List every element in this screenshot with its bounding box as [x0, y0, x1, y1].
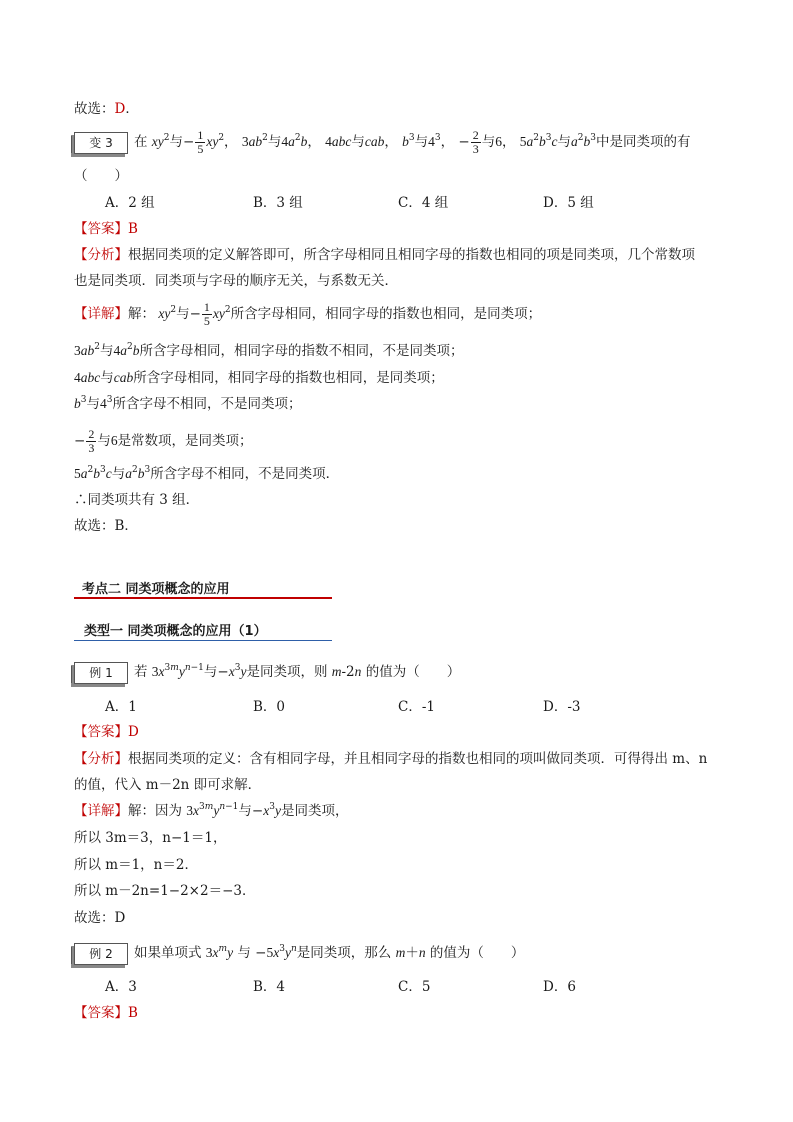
- detail-label: 【详解】: [74, 306, 128, 322]
- example-1-analysis-2: 的值，代入 m－2n 即可求解．: [74, 777, 262, 793]
- example-1-option-d[interactable]: D．-3: [543, 699, 581, 715]
- answer-value: B: [128, 1005, 138, 1021]
- answer-label: 【答案】: [74, 1005, 128, 1021]
- analysis-label: 【分析】: [74, 751, 128, 767]
- fraction-one-fifth-detail: $\frac{1}{5}$: [203, 300, 210, 328]
- section-subtitle-underline: [74, 640, 332, 641]
- stem-with: 与: [169, 134, 184, 150]
- fraction-two-thirds-detail: $\frac{2}{3}$: [88, 427, 95, 455]
- answer-label: 【答案】: [74, 221, 128, 237]
- detail-label: 【详解】: [74, 803, 128, 819]
- variant-3-detail-4: $b^3$与$4^3$所含字母不相同，不是同类项；: [74, 395, 302, 412]
- example-1-answer: [74, 722, 139, 742]
- analysis-text: 根据同类项的定义解答即可，所含字母相同且相同字母的指数也相同的项是同类项，几个常数项: [128, 247, 695, 263]
- answer-value: D: [114, 101, 126, 117]
- stem-prefix: 在: [134, 134, 148, 150]
- variant-3-analysis-1: [74, 245, 695, 265]
- example-1-option-c[interactable]: C．-1: [398, 699, 435, 715]
- variant-3-detail-2: $3ab^2$与$4a^2b$所含字母相同，相同字母的指数不相同，不是同类项；: [74, 342, 464, 359]
- variant-3-detail-3: 4abc与cab所含字母相同，相同字母的指数也相同，是同类项；: [74, 370, 444, 386]
- variant-3-answer: [74, 219, 138, 239]
- fraction-two-thirds: $\frac{2}{3}$: [472, 128, 479, 156]
- answer-label: 【答案】: [74, 724, 128, 740]
- example-2-option-d[interactable]: D．6: [543, 979, 576, 995]
- answer-value: B: [128, 221, 138, 237]
- section-subtitle: 类型一 同类项概念的应用（1）: [84, 624, 267, 639]
- variant-3-final: 故选：B．: [74, 518, 138, 534]
- variant-3-detail-1: 【详解】解： $xy^2$与− $\frac{1}{5}$ $xy^2$所含字母相同，相同字母的指数也相同，是同类项；: [74, 300, 542, 328]
- example-1-detail-1: 【详解】解：因为 $3x^{3m}y^{n-1}$与$-x^3y$是同类项，: [74, 802, 349, 819]
- example-2-option-b[interactable]: B．4: [253, 979, 286, 995]
- variant-3-detail-7: ∴同类项共有 3 组．: [74, 492, 200, 508]
- analysis-text: 根据同类项的定义：含有相同字母，并且相同字母的指数也相同的项叫做同类项．可得得出 m、n: [128, 751, 708, 767]
- example-2-stem: 如果单项式 $3x^my$ 与 $-5x^3y^n$是同类项，那么 m＋n 的值为（ ）: [134, 944, 525, 961]
- example-1-stem: 若 $3x^{3m}y^{n-1}$与$-x^3y$是同类项，则 m-2n 的值为（ ）: [134, 663, 461, 680]
- example-2-option-a[interactable]: A．3: [105, 979, 137, 995]
- answer-suffix: ．: [125, 101, 139, 117]
- example-1-tag: 例 1: [74, 662, 128, 684]
- example-1-detail-2: 所以 3m＝3，n−1＝1，: [74, 830, 227, 846]
- variant-3-option-c[interactable]: C．4 组: [398, 195, 449, 211]
- variant-3-option-a[interactable]: A．2 组: [105, 195, 155, 211]
- section-title-underline: [74, 597, 332, 599]
- example-1-detail-3: 所以 m＝1，n＝2．: [74, 857, 198, 873]
- variant-3-analysis-2: 也是同类项．同类项与字母的顺序无关，与系数无关．: [74, 273, 398, 289]
- variant-3-option-b[interactable]: B．3 组: [253, 195, 303, 211]
- example-1-analysis-1: [74, 749, 707, 769]
- example-1-option-b[interactable]: B．0: [253, 699, 286, 715]
- variant-3-tag: 变 3: [74, 132, 128, 154]
- section-title: 考点二 同类项概念的应用: [82, 582, 230, 597]
- analysis-label: 【分析】: [74, 247, 128, 263]
- answer-value: D: [128, 724, 139, 740]
- example-2-tag: 例 2: [74, 943, 128, 965]
- example-2-option-c[interactable]: C．5: [398, 979, 431, 995]
- variant-3-detail-5: − $\frac{2}{3}$ 与6是常数项，是同类项；: [74, 427, 253, 455]
- example-1-detail-4: 所以 m－2n=1−2×2＝−3．: [74, 883, 256, 899]
- variant-3-option-d[interactable]: D．5 组: [543, 195, 594, 211]
- fraction-one-fifth: $\frac{1}{5}$: [197, 128, 204, 156]
- example-1-final: 故选：D: [74, 910, 126, 926]
- example-1-option-a[interactable]: A．1: [105, 699, 137, 715]
- variant-3-paren: （ ）: [74, 168, 128, 184]
- example-2-answer: [74, 1003, 138, 1023]
- variant-3-stem: 在 $xy^2$与− $\frac{1}{5}$ $xy^2$， $3ab^2$与$4a^2b$， 4abc与cab， $b^3$与$4^3$， − $\frac{2}{3}$ 与6， $5a^2b^3c$与$a^2b^3$中是同类项的有: [134, 128, 691, 156]
- variant-3-detail-6: $5a^2b^3c$与$a^2b^3$所含字母不相同，不是同类项．: [74, 465, 340, 482]
- previous-answer-line: [74, 99, 139, 119]
- answer-prefix: 故选：: [74, 101, 115, 117]
